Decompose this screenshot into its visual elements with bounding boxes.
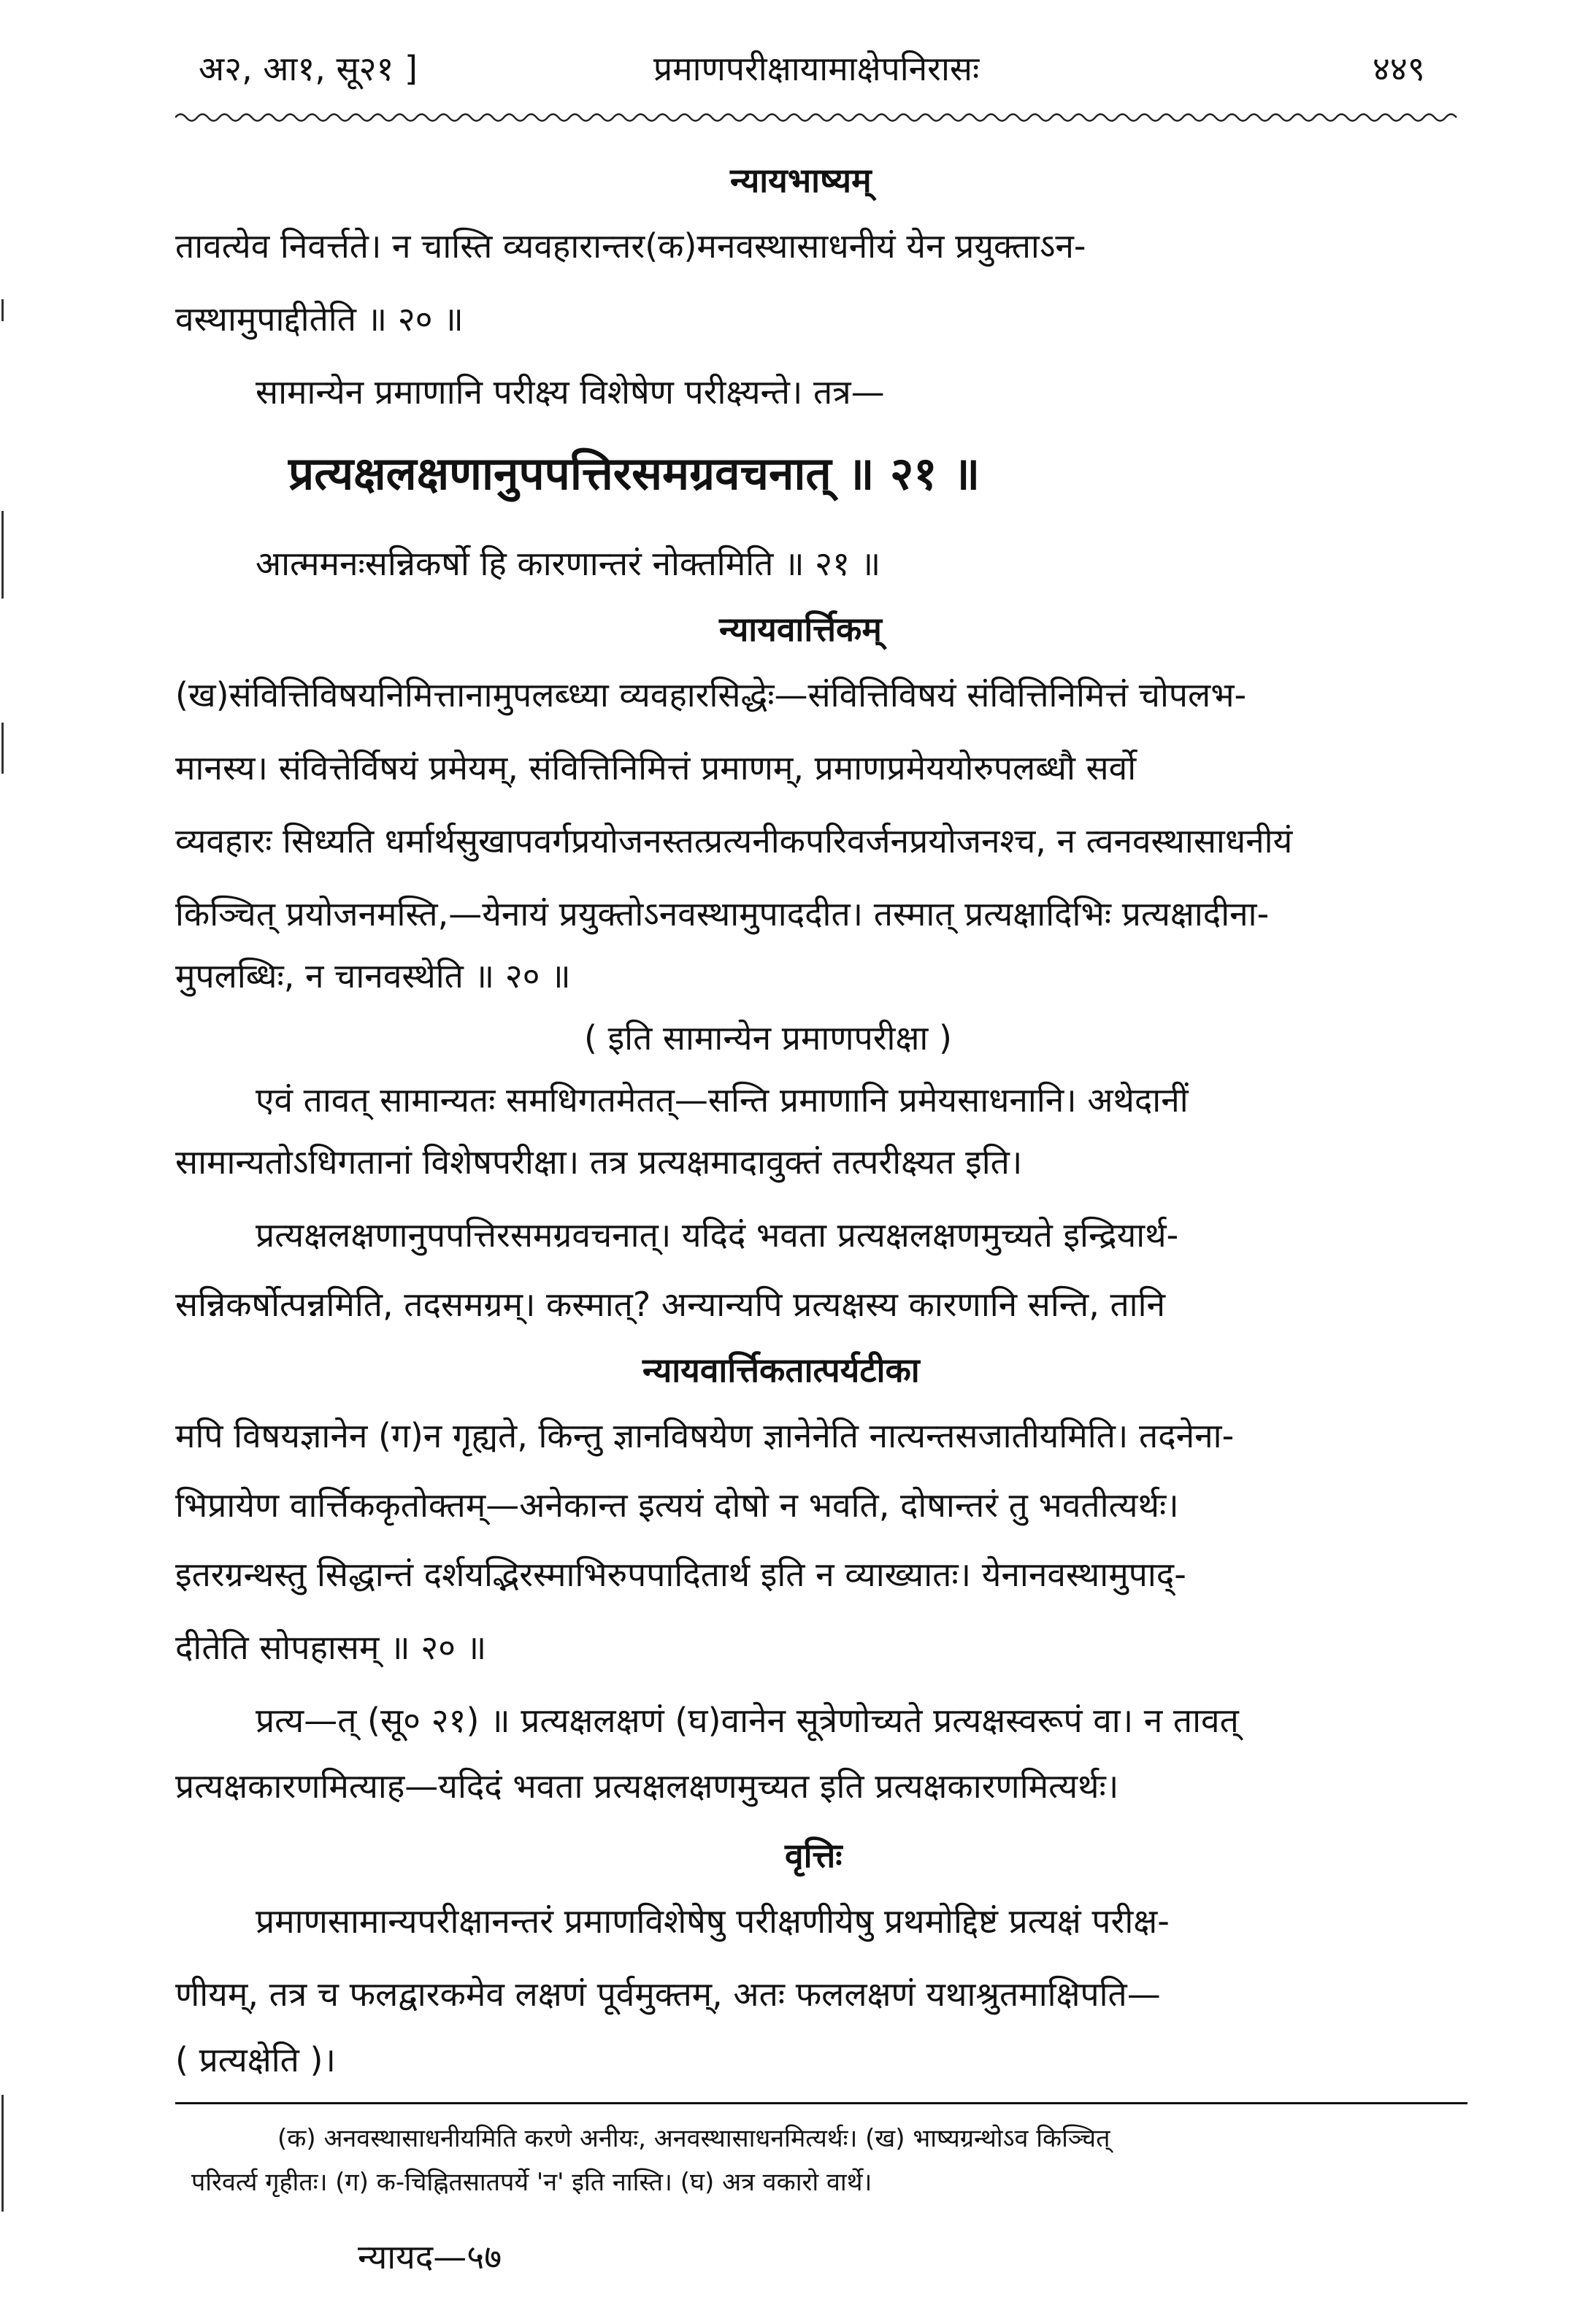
bhashya-line: तावत्येव निवर्त्तते। न चास्ति व्यवहारान्तर(क)मनवस्थासाधनीयं येन प्रयुक्ताऽन-: [175, 226, 1086, 266]
section-end-note: ( इति सामान्येन प्रमाणपरीक्षा ): [584, 1018, 952, 1058]
margin-mark: [1, 299, 4, 321]
varttika-line: मुपलब्धिः, न चानवस्थेति ॥ २० ॥: [175, 956, 571, 996]
tatparya-line: प्रत्य—त् (सू० २१) ॥ प्रत्यक्षलक्षणं (घ)वानेन सूत्रेणोच्यते प्रत्यक्षस्वरूपं वा। न तावत्: [256, 1701, 1239, 1740]
varttika-line: एवं तावत् सामान्यतः समधिगतमेतत्—सन्ति प्रमाणानि प्रमेयसाधनानि। अथेदानीं: [256, 1080, 1189, 1120]
running-header-title: प्रमाणपरीक्षायामाक्षेपनिरासः: [653, 49, 980, 88]
margin-mark: [1, 2095, 4, 2212]
page-number: ४४९: [1373, 49, 1425, 88]
section-heading-bhashya: न्यायभाष्यम्: [730, 161, 872, 200]
section-heading-tatparya: न्यायवार्त्तिकतात्पर्यटीका: [642, 1350, 920, 1390]
printer-signature: न्यायद—५७: [358, 2237, 502, 2277]
varttika-line: प्रत्यक्षलक्षणानुपपत्तिरसमग्रवचनात्। यदिदं भवता प्रत्यक्षलक्षणमुच्यते इन्द्रियार्थ-: [256, 1215, 1179, 1255]
wavy-divider: [175, 109, 1467, 126]
tatparya-line: प्रत्यक्षकारणमित्याह—यदिदं भवता प्रत्यक्षलक्षणमुच्यत इति प्रत्यक्षकारणमित्यर्थः।: [175, 1766, 1119, 1806]
varttika-line: व्यवहारः सिध्यति धर्मार्थसुखापवर्गप्रयोजनस्तत्प्रत्यनीकपरिवर्जनप्रयोजनश्च, न त्वनवस्थासाधनीयं: [175, 821, 1293, 861]
bhashya-line: वस्थामुपाद्दीतेति ॥ २० ॥: [175, 299, 464, 339]
bhashya-line: सामान्येन प्रमाणानि परीक्ष्य विशेषेण परीक्ष्यन्ते। तत्र—: [256, 372, 885, 412]
varttika-line: (ख)संवित्तिविषयनिमित्तानामुपलब्ध्या व्यवहारसिद्धेः—संवित्तिविषयं संवित्तिनिमित्तं चोपलभ-: [175, 675, 1247, 715]
margin-mark: [1, 511, 4, 599]
tatparya-line: इतरग्रन्थस्तु सिद्धान्तं दर्शयद्भिरस्माभिरुपपादितार्थ इति न व्याख्यातः। येनानवस्थामुपाद्-: [175, 1555, 1186, 1594]
varttika-line: सामान्यतोऽधिगतानां विशेषपरीक्षा। तत्र प्रत्यक्षमादावुक्तं तत्परीक्ष्यत इति।: [175, 1142, 1023, 1182]
bhashya-line: आत्ममनःसन्निकर्षो हि कारणान्तरं नोक्तमिति ॥ २१ ॥: [256, 544, 881, 583]
sutra-text: प्रत्यक्षलक्षणानुपपत्तिरसमग्रवचनात् ॥ २१ ॥: [288, 447, 980, 500]
tatparya-line: मपि विषयज्ञानेन (ग)न गृह्यते, किन्तु ज्ञानविषयेण ज्ञानेनेति नात्यन्तसजातीयमिति। तदनेना-: [175, 1416, 1235, 1455]
footnote-line: परिवर्त्य गृहीतः। (ग) क-चिह्नितसातपर्ये 'न' इति नास्ति। (घ) अत्र वकारो वार्थे।: [191, 2168, 872, 2197]
section-heading-varttika: न्यायवार्त्तिकम्: [719, 609, 882, 649]
footnote-rule: [175, 2102, 1467, 2104]
running-header-left: अ२, आ१, सू२१ ]: [199, 49, 418, 88]
footnote-line: (क) अनवस्थासाधनीयमिति करणे अनीयः, अनवस्थासाधनमित्यर्थः। (ख) भाष्यग्रन्थोऽव किञ्चित्: [277, 2124, 1110, 2153]
tatparya-line: भिप्रायेण वार्त्तिककृतोक्तम्—अनेकान्त इत्ययं दोषो न भवति, दोषान्तरं तु भवतीत्यर्थः।: [175, 1485, 1179, 1525]
varttika-line: सन्निकर्षोत्पन्नमिति, तदसमग्रम्। कस्मात्? अन्यान्यपि प्रत्यक्षस्य कारणानि सन्ति, तानि: [175, 1285, 1166, 1324]
section-heading-vritti: वृत्तिः: [785, 1836, 843, 1875]
varttika-line: मानस्य। संवित्तेर्विषयं प्रमेयम्, संवित्तिनिमित्तं प्रमाणम्, प्रमाणप्रमेययोरुपलब्धौ सर्वो: [175, 748, 1137, 788]
tatparya-line: दीतेति सोपहासम् ॥ २० ॥: [175, 1628, 487, 1667]
vritti-line: ( प्रत्यक्षेति )।: [175, 2040, 336, 2079]
vritti-line: णीयम्, तत्र च फलद्वारकमेव लक्षणं पूर्वमुक्तम्, अतः फललक्षणं यथाश्रुतमाक्षिपति—: [175, 1974, 1161, 2014]
varttika-line: किञ्चित् प्रयोजनमस्ति,—येनायं प्रयुक्तोऽनवस्थामुपाददीत। तस्मात् प्रत्यक्षादिभिः प्रत्यक्षादीना-: [175, 894, 1270, 934]
margin-mark: [1, 723, 4, 774]
vritti-line: प्रमाणसामान्यपरीक्षानन्तरं प्रमाणविशेषेषु परीक्षणीयेषु प्रथमोद्दिष्टं प्रत्यक्षं परीक्ष-: [256, 1901, 1170, 1941]
